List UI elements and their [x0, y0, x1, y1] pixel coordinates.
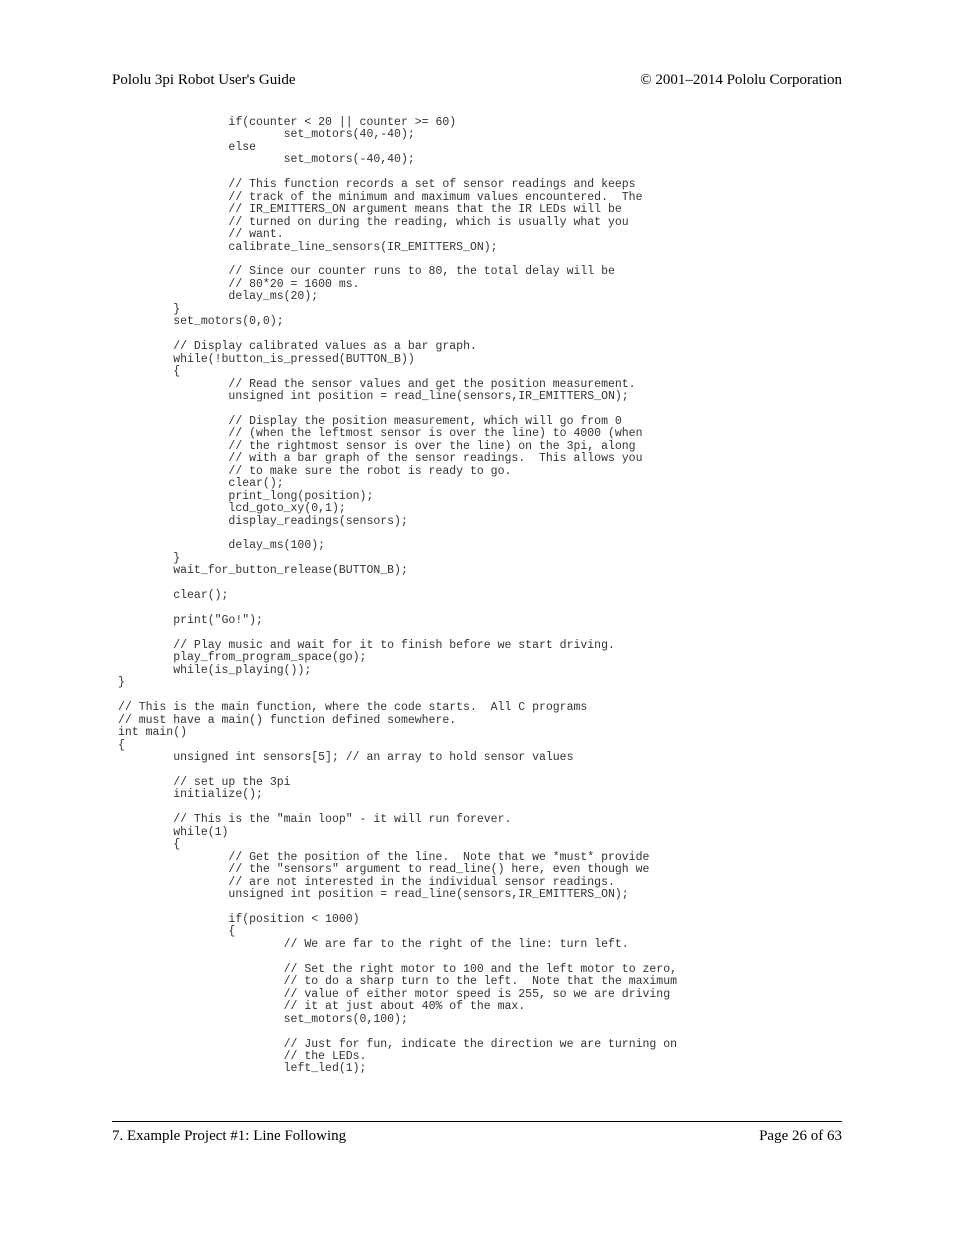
code-line: if(position < 1000)	[118, 913, 360, 926]
code-line: // with a bar graph of the sensor readings. This allows you	[118, 452, 643, 466]
code-line: // the LEDs.	[118, 1049, 367, 1063]
code-line: // Get the position of the line. Note that we *must* provide	[118, 850, 650, 864]
code-line: }	[118, 302, 181, 316]
code-line: }	[118, 551, 181, 565]
page-header	[112, 70, 842, 90]
section-title: 7. Example Project #1: Line Following	[112, 1128, 347, 1144]
code-line: clear();	[118, 589, 229, 603]
code-line: unsigned int position = read_line(sensors,IR_EMITTERS_ON);	[118, 389, 629, 403]
code-line: {	[118, 738, 125, 752]
code-line: // value of either motor speed is 255, so we are driving	[118, 987, 671, 1001]
code-line: initialize();	[118, 788, 263, 802]
code-line: delay_ms(20);	[118, 290, 319, 304]
code-line: while(1)	[118, 825, 229, 839]
code-line: print_long(position);	[118, 489, 374, 503]
code-line: }	[118, 676, 125, 690]
code-line: set_motors(0,0);	[118, 315, 284, 329]
code-line: while(!button_is_pressed(BUTTON_B))	[118, 352, 415, 366]
code-line: // IR_EMITTERS_ON argument means that the IR LEDs will be	[118, 203, 622, 217]
code-line: // Set the right motor to 100 and the left motor to zero,	[118, 962, 678, 976]
code-line: // turned on during the reading, which is usually what you	[118, 215, 629, 229]
code-line: // the "sensors" argument to read_line() here, even though we	[118, 863, 650, 877]
code-line: // This is the main function, where the code starts. All C programs	[118, 701, 588, 715]
code-line: // want.	[118, 228, 284, 242]
code-line: // track of the minimum and maximum values encountered. The	[118, 190, 643, 204]
document-title: Pololu 3pi Robot User's Guide	[112, 72, 296, 88]
code-line: calibrate_line_sensors(IR_EMITTERS_ON);	[118, 240, 498, 254]
code-line: // must have a main() function defined somewhere.	[118, 713, 457, 727]
page-footer	[112, 1126, 842, 1146]
code-line: // Play music and wait for it to finish before we start driving.	[118, 639, 615, 653]
code-line: int main()	[118, 726, 188, 740]
code-line: // This function records a set of sensor readings and keeps	[118, 178, 636, 192]
code-line: delay_ms(100);	[118, 539, 326, 553]
code-line: print("Go!");	[118, 614, 263, 628]
code-line: // We are far to the right of the line: turn left.	[118, 937, 629, 951]
code-line: unsigned int position = read_line(sensors,IR_EMITTERS_ON);	[118, 888, 629, 902]
code-line: if(counter < 20 || counter >= 60)	[118, 116, 457, 129]
code-line: // the rightmost sensor is over the line) on the 3pi, along	[118, 439, 636, 453]
code-line: // Just for fun, indicate the direction we are turning on	[118, 1037, 678, 1051]
code-line: // Display calibrated values as a bar graph.	[118, 340, 477, 354]
code-line: // Read the sensor values and get the position measurement.	[118, 377, 636, 391]
code-line: clear();	[118, 477, 284, 491]
code-line: {	[118, 838, 181, 852]
code-line: // it at just about 40% of the max.	[118, 1000, 526, 1014]
code-line: // Since our counter runs to 80, the total delay will be	[118, 265, 615, 279]
code-line: else	[118, 140, 257, 154]
code-line: set_motors(0,100);	[118, 1012, 408, 1026]
code-line: // are not interested in the individual sensor readings.	[118, 875, 615, 889]
page-number: Page 26 of 63	[759, 1128, 842, 1144]
code-line: unsigned int sensors[5]; // an array to hold sensor values	[118, 751, 574, 765]
code-line: while(is_playing());	[118, 663, 312, 677]
code-line: lcd_goto_xy(0,1);	[118, 502, 346, 516]
code-line: left_led(1);	[118, 1062, 367, 1076]
code-line: // (when the leftmost sensor is over the line) to 4000 (when	[118, 427, 643, 441]
code-line: set_motors(-40,40);	[118, 153, 415, 167]
code-line: {	[118, 925, 236, 939]
code-line: set_motors(40,-40);	[118, 128, 415, 142]
code-line: // 80*20 = 1600 ms.	[118, 277, 360, 291]
code-line: // to make sure the robot is ready to go.	[118, 464, 512, 478]
code-listing	[118, 117, 677, 1076]
code-line: // Display the position measurement, which will go from 0	[118, 414, 622, 428]
footer-divider	[112, 1121, 842, 1122]
code-line: // to do a sharp turn to the left. Note that the maximum	[118, 975, 678, 989]
code-line: display_readings(sensors);	[118, 514, 408, 528]
code-line: {	[118, 365, 181, 379]
code-line: // This is the "main loop" - it will run forever.	[118, 813, 512, 827]
copyright-notice: © 2001–2014 Pololu Corporation	[640, 72, 842, 88]
code-line: // set up the 3pi	[118, 776, 291, 790]
code-line: play_from_program_space(go);	[118, 651, 367, 665]
code-line: wait_for_button_release(BUTTON_B);	[118, 564, 408, 578]
